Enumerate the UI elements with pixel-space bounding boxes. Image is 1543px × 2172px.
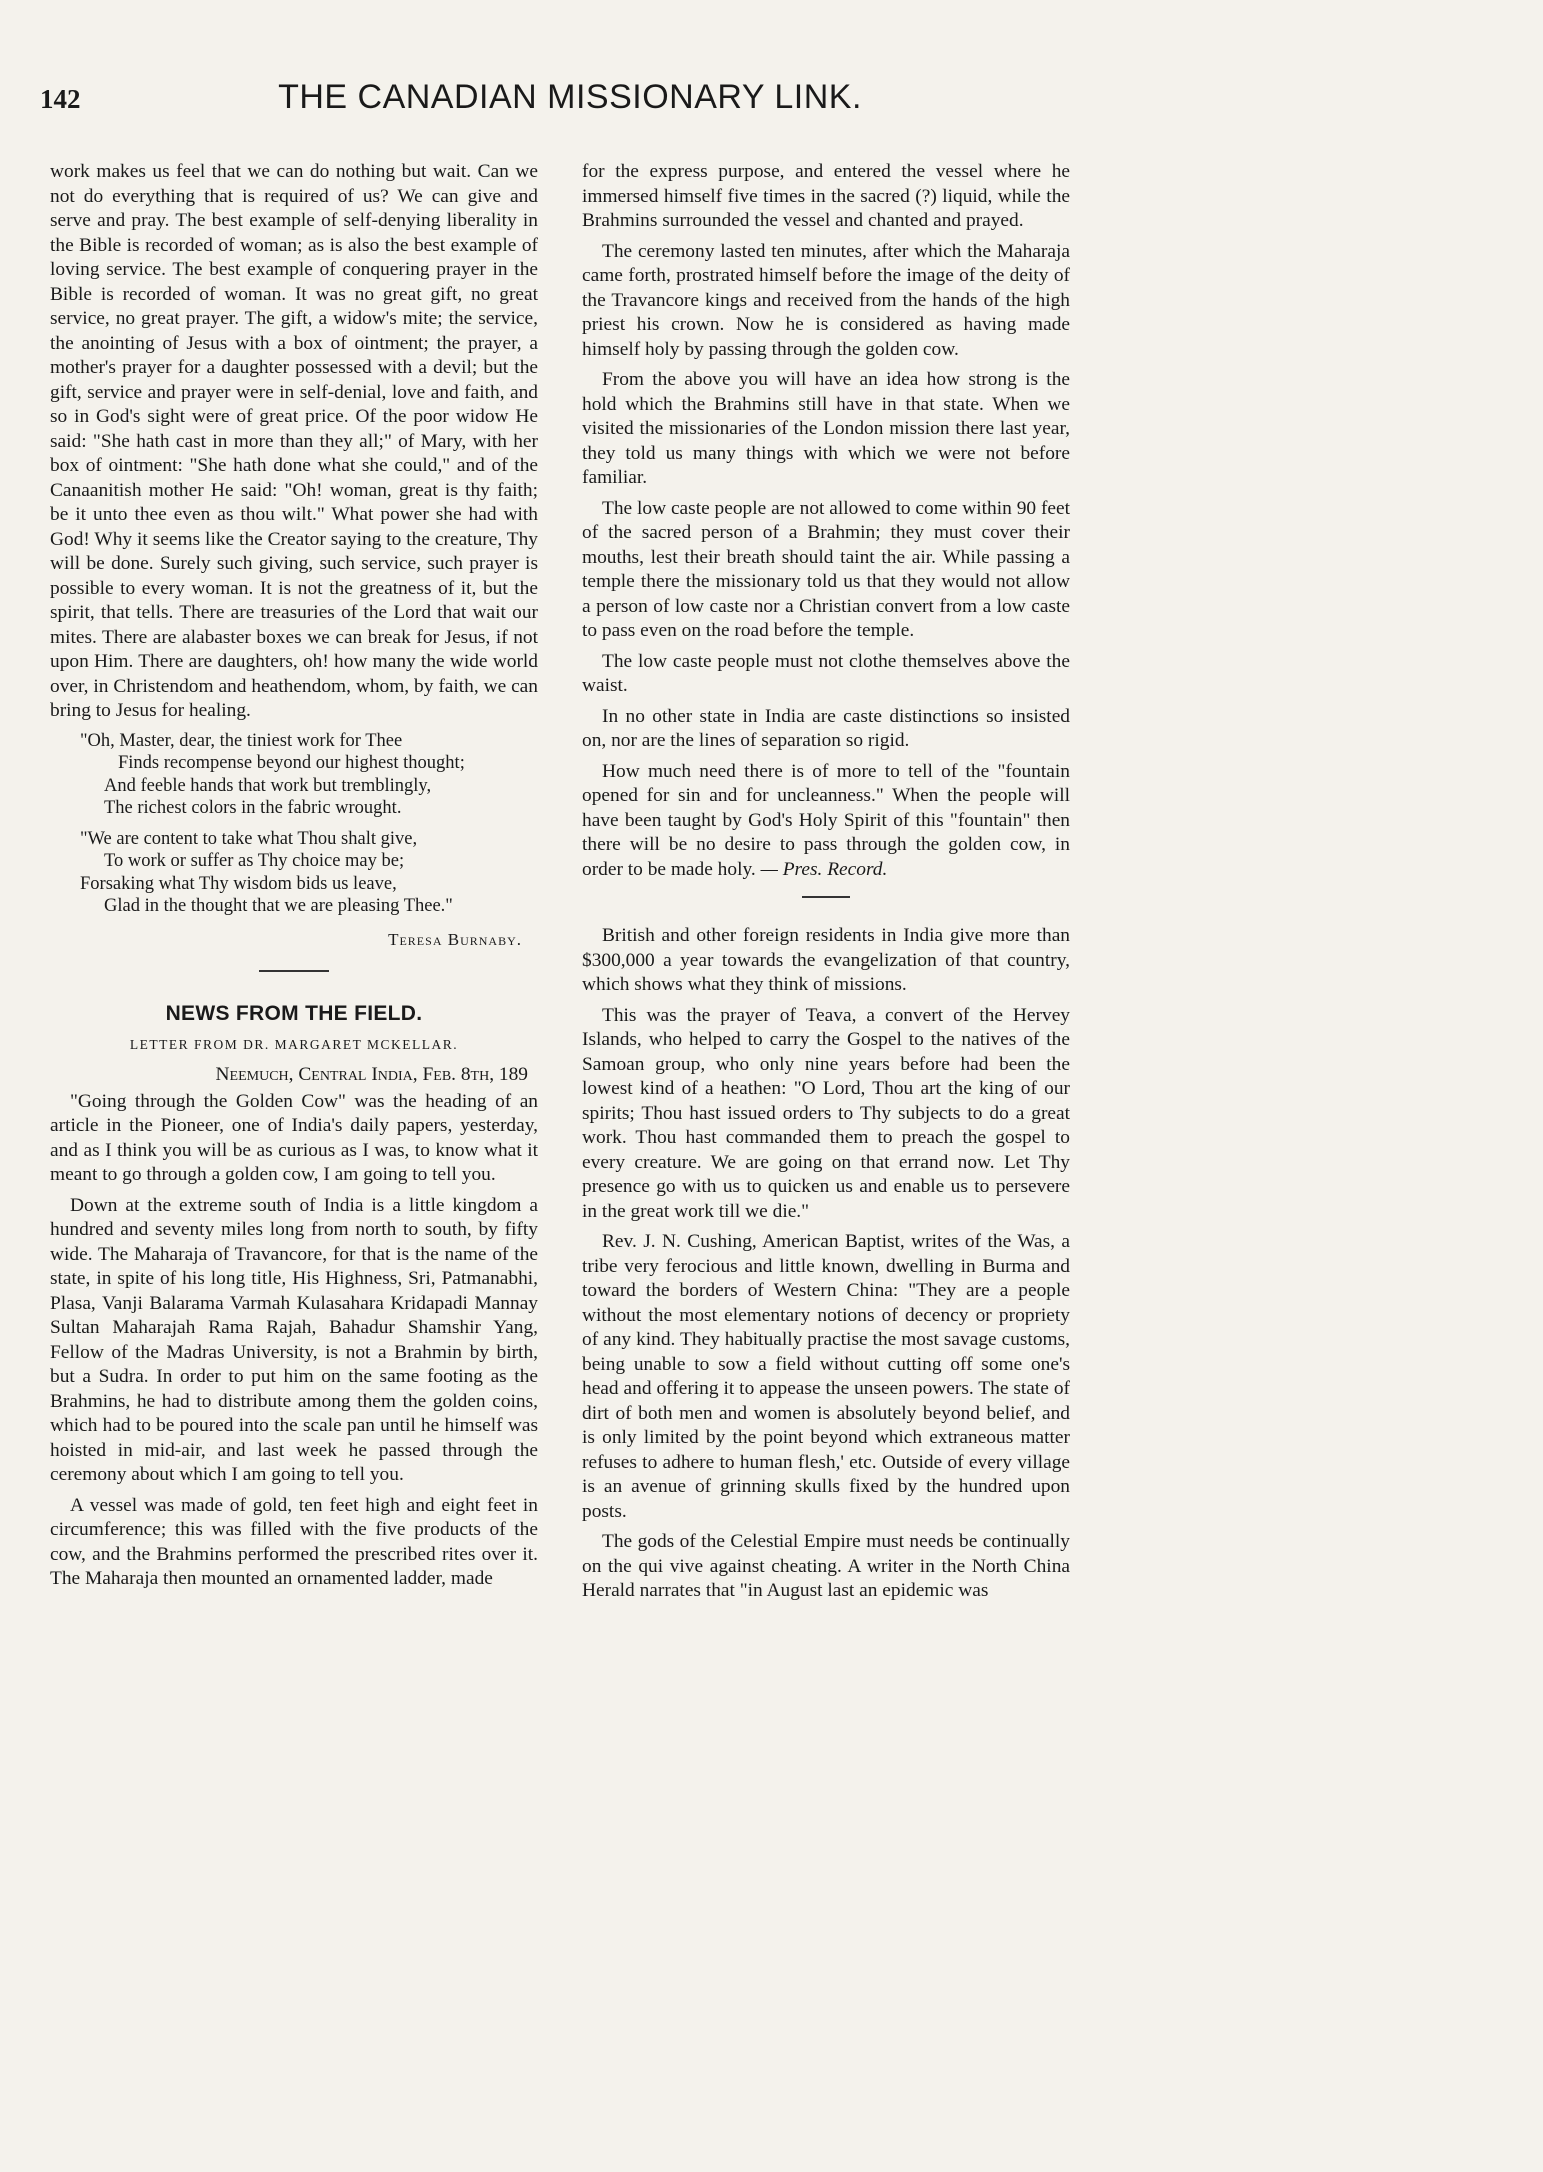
poem-line: The richest colors in the fabric wrought.: [104, 798, 402, 818]
section-title: NEWS FROM THE FIELD.: [165, 1002, 423, 1025]
poem-line: Glad in the thought that we are pleasing Thee.": [104, 896, 453, 916]
dateline: Neemuch, Central India, Feb. 8th, 189: [215, 1064, 528, 1085]
paragraph: [582, 760, 1070, 883]
poem-line: And feeble hands that work but tremblingly,: [104, 775, 432, 796]
poem-line: Finds recompense beyond our highest thought;: [118, 753, 465, 773]
poem: [80, 730, 538, 918]
poem-line: "Oh, Master, dear, the tiniest work for Thee: [80, 730, 403, 751]
page-header: [40, 78, 1100, 124]
paragraph: "Going through the Golden Cow" was the heading of an article in the Pioneer, one of India's daily papers, yesterday, and as I think you will be as curious as I was, to know what it meant to go through a golden cow, I am going to tell you.: [50, 1090, 538, 1185]
page-number: 142: [40, 84, 81, 114]
paragraph: The ceremony lasted ten minutes, after which the Maharaja came forth, prostrated himself before the image of the deity of the Travancore kings and received from the hands of the high priest his crown. Now he is considered as having made himself holy by passing through the golden cow.: [582, 240, 1070, 360]
paragraph: The low caste people are not allowed to come within 90 feet of the sacred person of a Brahmin; they must cover their mouths, lest their breath should taint the air. While passing a temple there the missionary told us that they would not allow a person of low caste nor a Christian convert from a low caste to pass even on the road before the temple.: [582, 497, 1070, 641]
paragraph: for the express purpose, and entered the vessel where he immersed himself five times in the sacred (?) liquid, while the Brahmins surrounded the vessel and chanted and prayed.: [582, 161, 1070, 231]
paragraph: Down at the extreme south of India is a little kingdom a hundred and seventy miles long from north to south, by fifty wide. The Maharaja of Travancore, for that is the name of the state, in spite of his long title, His Highness, Sri, Patmanabhi, Plasa, Vanji Balarama Varmah Kulasahara Kridapadi Mannay Sultan Maharajah Rama Rajah, Bahadur Shamshir Yang, Fellow of the Madras University, is not a Brahmin by birth, but a Sudra. In order to put him on the same footing as the Brahmins, he had to distribute among them the golden coins, which had to be poured into the scale pan until he himself was hoisted in mid-air, and last week he passed through the ceremony about which I am going to tell you.: [50, 1194, 538, 1485]
poem-line: To work or suffer as Thy choice may be;: [104, 851, 405, 871]
letter-heading: LETTER FROM DR. MARGARET MCKELLAR.: [129, 1036, 459, 1052]
paragraph-text: How much need there is of more to tell of the "fountain opened for sin and for uncleanness." When the people will have been taught by God's Holy Spirit of this "fountain" then there will be no desire to pass through the golden cow, in order to be made holy.: [582, 760, 1070, 880]
journal-title: THE CANADIAN MISSIONARY LINK.: [278, 78, 862, 116]
paragraph: A vessel was made of gold, ten feet high and eight feet in circumference; this was filled with the five products of the cow, and the Brahmins performed the prescribed rites over it. The Maharaja then mounted an ornamented ladder, made: [50, 1494, 538, 1589]
poem-signature: Teresa Burnaby.: [388, 929, 522, 949]
left-column: [50, 160, 538, 1598]
paragraph: work makes us feel that we can do nothing but wait. Can we not do everything that is required of us? We can give and serve and pray. The best example of self-denying liberality in the Bible is recorded of woman; as is also the best example of loving service. The best example of conquering prayer in the Bible is recorded of woman. It was no great gift, no great service, no great prayer. The gift, a widow's mite; the service, the anointing of Jesus with a box of ointment; the prayer, a mother's prayer for a daughter possessed with a devil; but the gift, service and prayer were in self-denial, love and faith, and so in God's sight were of great price. Of the poor widow He said: "She hath cast in more than they all;" of Mary, with her box of ointment: "She hath done what she could," and of the Canaanitish mother He said: "Oh! woman, great is thy faith; be it unto thee even as thou wilt." What power she had with God! Why it seems like the Creator saying to the creature, Thy will be done. Surely such giving, such service, such prayer is possible to every woman. It is not the greatness of it, but the spirit, that tells. There are treasuries of the Lord that wait our mites. There are alabaster boxes we can break for Jesus, if not upon Him. There are daughters, oh! how many the wide world over, in Christendom and heathendom, whom, by faith, we can bring to Jesus for healing.: [50, 161, 538, 721]
section-divider: [802, 896, 850, 898]
paragraph: Rev. J. N. Cushing, American Baptist, writes of the Was, a tribe very ferocious and little known, dwelling in Burma and toward the borders of Western China: "They are a people without the most elementary notions of decency or propriety of any kind. They habitually practise the most savage customs, being unable to sow a field without cutting off some one's head and offering it to appease the unseen powers. The state of dirt of both men and women is absolutely beyond belief, and is only limited by the point beyond which extraneous matter refuses to adhere to human flesh,' etc. Outside of every village is an avenue of grinning skulls fixed by the hundred upon posts.: [582, 1231, 1070, 1522]
paragraph: The gods of the Celestial Empire must needs be continually on the qui vive against cheating. A writer in the North China Herald narrates that "in August last an epidemic was: [582, 1531, 1070, 1601]
poem-line: "We are content to take what Thou shalt give,: [80, 828, 418, 849]
poem-line: Forsaking what Thy wisdom bids us leave,: [80, 873, 397, 894]
paragraph: From the above you will have an idea how strong is the hold which the Brahmins still have in that state. When we visited the missionaries of the London mission there last year, they told us many things with which we were not before familiar.: [582, 369, 1070, 488]
source-citation: — Pres. Record.: [760, 858, 888, 880]
paragraph: This was the prayer of Teava, a convert of the Hervey Islands, who helped to carry the Gospel to the natives of the Samoan group, who only nine years before had been the lowest kind of a heathen: "O Lord, Thou art the king of our spirits; Thou hast issued orders to Thy subjects to do a great work. Thou hast commanded them to preach the gospel to every creature. We are going on that errand now. Let Thy presence go with us to quicken us and enable us to persevere in the great work till we die.": [582, 1004, 1070, 1222]
paragraph: In no other state in India are caste distinctions so insisted on, nor are the lines of separation so rigid.: [582, 705, 1070, 751]
section-divider: [259, 970, 329, 972]
paragraph: The low caste people must not clothe themselves above the waist.: [582, 650, 1070, 696]
paragraph: British and other foreign residents in India give more than $300,000 a year towards the evangelization of that country, which shows what they think of missions.: [582, 925, 1070, 995]
right-column: [582, 160, 1070, 1610]
